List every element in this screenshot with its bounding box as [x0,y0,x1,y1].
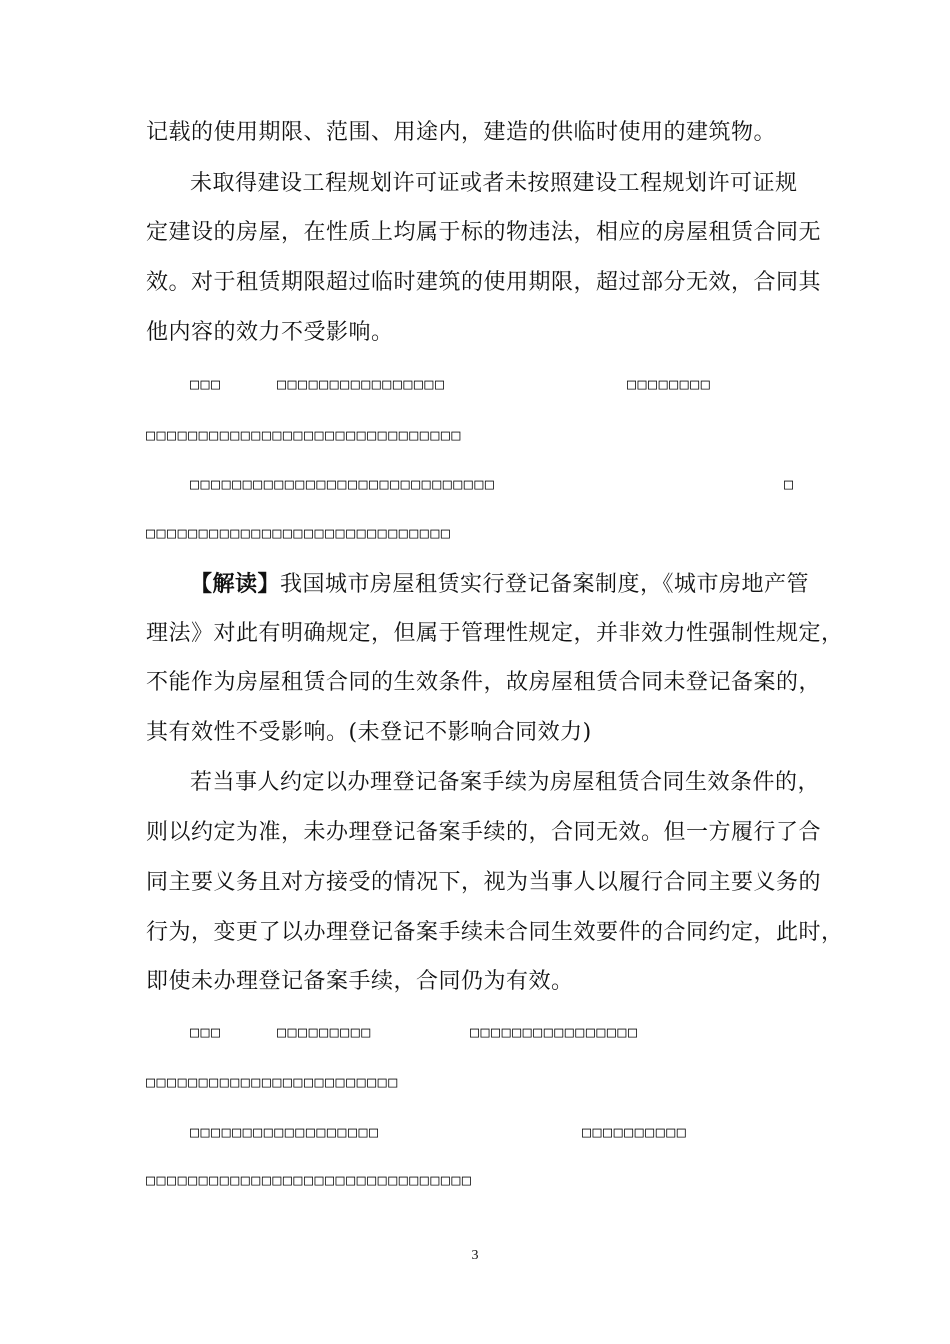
garbled-text: □□□□□□□□□□□□□□□□□□ [190,1123,380,1141]
garbled-text: □□□□□□□□□□ [582,1123,688,1141]
paragraph-text: 不能作为房屋租赁合同的生效条件，故房屋租赁合同未登记备案的， [146,670,822,695]
paragraph-text: 理法》对此有明确规定，但属于管理性规定，并非效力性强制性规定， [146,621,844,646]
garbled-text: □□□□□□□□□ [277,1023,372,1041]
interpretation-first-line [190,569,809,600]
paragraph-text: 定建设的房屋，在性质上均属于标的物违法，相应的房屋租赁合同无 [146,220,822,245]
garbled-text: □□□□□□□□ [627,375,712,393]
garbled-text: □ [784,475,795,493]
garbled-text: □□□□□□□□□□□□□□□□□□□□□□□□□□□□□□□ [146,1171,473,1189]
garbled-text: □□□□□□□□□□□□□□□□□□□□□□□□ [146,1073,399,1091]
paragraph-text: 则以约定为准，未办理登记备案手续的，合同无效。但一方履行了合 [146,820,822,845]
garbled-text: □□□ [190,1023,222,1041]
paragraph-text: 同主要义务且对方接受的情况下，视为当事人以履行合同主要义务的 [146,870,822,895]
garbled-text: □□□□□□□□□□□□□□□□ [470,1023,639,1041]
paragraph-text: 他内容的效力不受影响。 [146,320,394,345]
paragraph-text: 我国城市房屋租赁实行登记备案制度，《城市房地产管 [280,572,810,597]
garbled-text: □□□ [190,375,222,393]
paragraph-text: 若当事人约定以办理登记备案手续为房屋租赁合同生效条件的， [190,770,821,795]
paragraph-text: 其有效性不受影响。(未登记不影响合同效力) [146,720,592,745]
paragraph-text: 记载的使用期限、范围、用途内，建造的供临时使用的建筑物。 [146,120,777,145]
paragraph-text: 效。对于租赁期限超过临时建筑的使用期限，超过部分无效，合同其 [146,270,822,295]
paragraph-text: 未取得建设工程规划许可证或者未按照建设工程规划许可证规 [190,171,798,196]
garbled-text: □□□□□□□□□□□□□□□□□□□□□□□□□□□□□ [146,524,452,542]
garbled-text: □□□□□□□□□□□□□□□□□□□□□□□□□□□□□ [190,475,496,493]
garbled-text: □□□□□□□□□□□□□□□□□□□□□□□□□□□□□□ [146,426,462,444]
garbled-text: □□□□□□□□□□□□□□□□ [277,375,446,393]
page-number: 3 [471,1248,479,1263]
paragraph-text: 即使未办理登记备案手续，合同仍为有效。 [146,969,574,994]
interpretation-label: 【解读】 [190,571,281,597]
paragraph-text: 行为，变更了以办理登记备案手续未合同生效要件的合同约定，此时， [146,920,844,945]
